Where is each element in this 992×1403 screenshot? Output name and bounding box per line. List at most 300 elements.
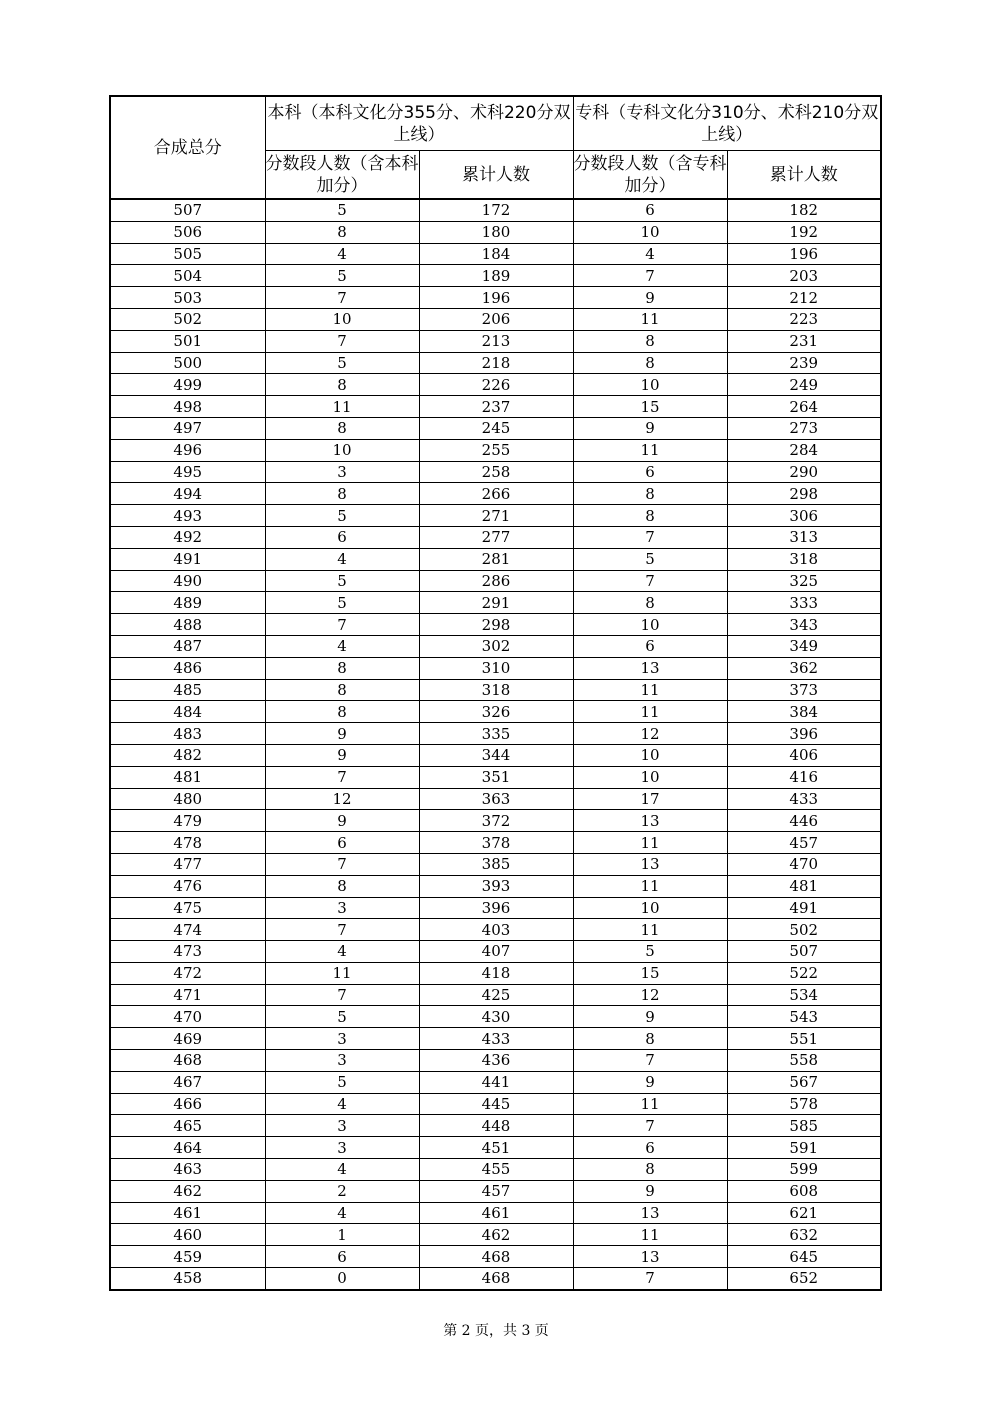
score-cell: 472 [110, 962, 265, 984]
score-cell: 505 [110, 243, 265, 265]
undergraduate-cumulative-cell: 310 [419, 657, 573, 679]
undergraduate-count-cell: 8 [265, 875, 419, 897]
table-row [110, 199, 881, 221]
junior-college-cumulative-cell: 632 [727, 1224, 881, 1246]
undergraduate-count-cell: 5 [265, 505, 419, 527]
table-row [110, 614, 881, 636]
score-cell: 474 [110, 919, 265, 941]
score-cell: 478 [110, 832, 265, 854]
junior-college-count-cell: 12 [573, 984, 727, 1006]
score-cell: 481 [110, 766, 265, 788]
table-row [110, 1115, 881, 1137]
undergraduate-cumulative-cell: 457 [419, 1180, 573, 1202]
table-row [110, 984, 881, 1006]
junior-college-count-cell: 6 [573, 635, 727, 657]
junior-college-count-cell: 11 [573, 439, 727, 461]
undergraduate-cumulative-cell: 302 [419, 635, 573, 657]
undergraduate-count-cell: 5 [265, 1071, 419, 1093]
undergraduate-cumulative-cell: 266 [419, 483, 573, 505]
undergraduate-cumulative-cell: 403 [419, 919, 573, 941]
table-row [110, 1159, 881, 1181]
undergraduate-cumulative-cell: 286 [419, 570, 573, 592]
junior-college-cumulative-cell: 306 [727, 505, 881, 527]
score-cell: 484 [110, 701, 265, 723]
table-row [110, 810, 881, 832]
score-cell: 496 [110, 439, 265, 461]
score-cell: 482 [110, 744, 265, 766]
score-cell: 462 [110, 1180, 265, 1202]
undergraduate-count-cell: 8 [265, 701, 419, 723]
undergraduate-count-cell: 6 [265, 1246, 419, 1268]
score-cell: 503 [110, 287, 265, 309]
table-row [110, 461, 881, 483]
undergraduate-count-cell: 3 [265, 1115, 419, 1137]
undergraduate-cumulative-cell: 461 [419, 1202, 573, 1224]
junior-college-count-cell: 11 [573, 679, 727, 701]
table-row [110, 1137, 881, 1159]
junior-college-cumulative-cell: 502 [727, 919, 881, 941]
score-cell: 464 [110, 1137, 265, 1159]
table-row [110, 832, 881, 854]
score-cell: 467 [110, 1071, 265, 1093]
undergraduate-cumulative-cell: 335 [419, 723, 573, 745]
junior-college-cumulative-cell: 567 [727, 1071, 881, 1093]
score-cell: 463 [110, 1159, 265, 1181]
table-row [110, 723, 881, 745]
junior-college-cumulative-cell: 534 [727, 984, 881, 1006]
table-body [110, 199, 881, 1290]
junior-college-count-cell: 11 [573, 308, 727, 330]
undergraduate-cumulative-cell: 425 [419, 984, 573, 1006]
score-cell: 461 [110, 1202, 265, 1224]
undergraduate-count-cell: 7 [265, 614, 419, 636]
junior-college-count-cell: 10 [573, 744, 727, 766]
score-cell: 458 [110, 1268, 265, 1290]
table-row [110, 330, 881, 352]
undergraduate-count-cell: 10 [265, 439, 419, 461]
junior-college-count-cell: 10 [573, 374, 727, 396]
junior-college-count-cell: 10 [573, 766, 727, 788]
table-row [110, 853, 881, 875]
undergraduate-cumulative-cell: 281 [419, 548, 573, 570]
table-row [110, 1224, 881, 1246]
score-cell: 490 [110, 570, 265, 592]
score-cell: 498 [110, 396, 265, 418]
junior-college-count-cell: 7 [573, 1115, 727, 1137]
score-cell: 502 [110, 308, 265, 330]
junior-college-count-cell: 9 [573, 287, 727, 309]
table-row [110, 657, 881, 679]
junior-college-cumulative-cell: 396 [727, 723, 881, 745]
junior-college-count-cell: 11 [573, 875, 727, 897]
table-row [110, 1050, 881, 1072]
junior-college-cumulative-cell: 196 [727, 243, 881, 265]
undergraduate-count-cell: 12 [265, 788, 419, 810]
junior-college-cumulative-cell: 481 [727, 875, 881, 897]
undergraduate-cumulative-cell: 226 [419, 374, 573, 396]
table-row [110, 265, 881, 287]
junior-college-cumulative-cell: 558 [727, 1050, 881, 1072]
undergraduate-count-cell: 7 [265, 766, 419, 788]
junior-college-count-cell: 8 [573, 1159, 727, 1181]
undergraduate-count-cell: 3 [265, 461, 419, 483]
undergraduate-cumulative-cell: 378 [419, 832, 573, 854]
junior-college-count-cell: 7 [573, 265, 727, 287]
undergraduate-cumulative-cell: 363 [419, 788, 573, 810]
undergraduate-count-cell: 7 [265, 287, 419, 309]
junior-college-cumulative-cell: 333 [727, 592, 881, 614]
score-cell: 468 [110, 1050, 265, 1072]
junior-college-cumulative-cell: 578 [727, 1093, 881, 1115]
score-cell: 507 [110, 199, 265, 221]
score-cell: 491 [110, 548, 265, 570]
table-row [110, 1093, 881, 1115]
junior-college-count-cell: 10 [573, 614, 727, 636]
undergraduate-count-cell: 11 [265, 396, 419, 418]
table-header [110, 96, 881, 199]
junior-college-cumulative-cell: 446 [727, 810, 881, 832]
junior-college-count-cell: 4 [573, 243, 727, 265]
junior-college-cumulative-cell: 543 [727, 1006, 881, 1028]
undergraduate-count-cell: 4 [265, 941, 419, 963]
score-cell: 483 [110, 723, 265, 745]
undergraduate-cumulative-cell: 445 [419, 1093, 573, 1115]
score-cell: 501 [110, 330, 265, 352]
junior-college-count-cell: 7 [573, 570, 727, 592]
junior-college-cumulative-cell: 373 [727, 679, 881, 701]
undergraduate-cumulative-cell: 351 [419, 766, 573, 788]
score-cell: 475 [110, 897, 265, 919]
junior-college-group-header: 专科（专科文化分310分、术科210分双上线） [573, 96, 881, 151]
table-row [110, 744, 881, 766]
score-distribution-table [109, 95, 882, 1291]
junior-college-cumulative-cell: 290 [727, 461, 881, 483]
junior-college-count-cell: 13 [573, 657, 727, 679]
undergraduate-cumulative-cell: 344 [419, 744, 573, 766]
undergraduate-count-cell: 4 [265, 243, 419, 265]
undergraduate-cumulative-cell: 451 [419, 1137, 573, 1159]
score-cell: 479 [110, 810, 265, 832]
undergraduate-count-cell: 4 [265, 1093, 419, 1115]
score-cell: 506 [110, 221, 265, 243]
undergraduate-count-cell: 6 [265, 526, 419, 548]
table-row [110, 352, 881, 374]
junior-college-cumulative-cell: 318 [727, 548, 881, 570]
table-row [110, 548, 881, 570]
score-cell: 500 [110, 352, 265, 374]
undergraduate-count-cell: 5 [265, 199, 419, 221]
score-cell: 489 [110, 592, 265, 614]
undergraduate-cumulative-cell: 189 [419, 265, 573, 287]
junior-college-count-cell: 11 [573, 1224, 727, 1246]
table-row [110, 570, 881, 592]
junior-college-cumulative-cell: 608 [727, 1180, 881, 1202]
table-row [110, 635, 881, 657]
undergraduate-cumulative-cell: 436 [419, 1050, 573, 1072]
junior-college-cumulative-cell: 343 [727, 614, 881, 636]
junior-college-cumulative-cell: 362 [727, 657, 881, 679]
junior-college-cumulative-cell: 652 [727, 1268, 881, 1290]
junior-college-cumulative-cell: 433 [727, 788, 881, 810]
junior-college-count-cell: 8 [573, 483, 727, 505]
junior-college-cumulative-cell: 212 [727, 287, 881, 309]
score-cell: 465 [110, 1115, 265, 1137]
score-cell: 485 [110, 679, 265, 701]
undergraduate-count-cell: 9 [265, 723, 419, 745]
undergraduate-count-cell: 3 [265, 1137, 419, 1159]
page-footer: 第 2 页，共 3 页 [443, 1323, 549, 1339]
table-row [110, 701, 881, 723]
undergraduate-count-cell: 10 [265, 308, 419, 330]
junior-college-count-cell: 15 [573, 962, 727, 984]
undergraduate-cumulative-cell: 407 [419, 941, 573, 963]
junior-college-count-cell: 5 [573, 941, 727, 963]
undergraduate-cumulative-cell: 462 [419, 1224, 573, 1246]
undergraduate-cumulative-cell: 277 [419, 526, 573, 548]
junior-college-count-cell: 6 [573, 461, 727, 483]
undergraduate-count-cell: 4 [265, 635, 419, 657]
undergraduate-count-cell: 4 [265, 1159, 419, 1181]
junior-college-cumulative-cell: 491 [727, 897, 881, 919]
undergraduate-count-cell: 0 [265, 1268, 419, 1290]
table-row [110, 374, 881, 396]
undergraduate-cumulative-cell: 245 [419, 417, 573, 439]
undergraduate-cumulative-cell: 433 [419, 1028, 573, 1050]
table-row [110, 941, 881, 963]
junior-college-count-cell: 8 [573, 352, 727, 374]
junior-college-cumulative-cell: 298 [727, 483, 881, 505]
junior-college-count-cell: 17 [573, 788, 727, 810]
table-row [110, 308, 881, 330]
undergraduate-cumulative-cell: 184 [419, 243, 573, 265]
junior-college-cumulative-cell: 313 [727, 526, 881, 548]
undergraduate-cumulative-cell: 455 [419, 1159, 573, 1181]
junior-college-cumulative-cell: 264 [727, 396, 881, 418]
junior-college-count-cell: 9 [573, 1006, 727, 1028]
table-row [110, 1006, 881, 1028]
undergraduate-cumulative-cell: 172 [419, 199, 573, 221]
table-row [110, 1180, 881, 1202]
undergraduate-cumulative-cell: 255 [419, 439, 573, 461]
junior-college-count-cell: 9 [573, 417, 727, 439]
score-cell: 486 [110, 657, 265, 679]
undergraduate-count-cell: 8 [265, 657, 419, 679]
junior-college-count-cell: 6 [573, 199, 727, 221]
undergraduate-count-cell: 5 [265, 265, 419, 287]
junior-college-count-cell: 11 [573, 701, 727, 723]
table-row [110, 788, 881, 810]
junior-college-cumulative-cell: 325 [727, 570, 881, 592]
table-row [110, 679, 881, 701]
score-cell: 493 [110, 505, 265, 527]
undergraduate-cumulative-cell: 206 [419, 308, 573, 330]
score-cell: 494 [110, 483, 265, 505]
undergraduate-count-cell: 9 [265, 810, 419, 832]
junior-college-count-cell: 9 [573, 1180, 727, 1202]
undergraduate-cumulative-cell: 385 [419, 853, 573, 875]
table-row [110, 287, 881, 309]
junior-college-cumulative-cell: 416 [727, 766, 881, 788]
junior-college-cumulative-cell: 645 [727, 1246, 881, 1268]
junior-college-cumulative-cell: 585 [727, 1115, 881, 1137]
undergraduate-cumulative-cell: 468 [419, 1268, 573, 1290]
junior-college-count-cell: 15 [573, 396, 727, 418]
junior-college-cumulative-cell: 273 [727, 417, 881, 439]
undergraduate-count-cell: 7 [265, 853, 419, 875]
undergraduate-count-cell: 9 [265, 744, 419, 766]
undergraduate-cumulative-cell: 213 [419, 330, 573, 352]
junior-college-count-cell: 10 [573, 221, 727, 243]
table-row [110, 526, 881, 548]
undergraduate-count-cell: 7 [265, 330, 419, 352]
junior-college-cumulative-cell: 551 [727, 1028, 881, 1050]
junior-college-count-cell: 13 [573, 1202, 727, 1224]
junior-college-cumulative-cell: 223 [727, 308, 881, 330]
junior-college-cumulative-cell: 591 [727, 1137, 881, 1159]
score-cell: 492 [110, 526, 265, 548]
score-cell: 469 [110, 1028, 265, 1050]
junior-college-count-cell: 12 [573, 723, 727, 745]
junior-college-count-cell: 9 [573, 1071, 727, 1093]
table-row [110, 1268, 881, 1290]
table-row [110, 396, 881, 418]
table-row [110, 919, 881, 941]
undergraduate-count-cell: 8 [265, 679, 419, 701]
undergraduate-count-header: 分数段人数（含本科加分） [265, 151, 419, 200]
junior-college-cumulative-header: 累计人数 [727, 151, 881, 200]
undergraduate-count-cell: 8 [265, 374, 419, 396]
undergraduate-count-cell: 1 [265, 1224, 419, 1246]
table-row [110, 592, 881, 614]
undergraduate-count-cell: 4 [265, 1202, 419, 1224]
junior-college-cumulative-cell: 522 [727, 962, 881, 984]
score-cell: 466 [110, 1093, 265, 1115]
undergraduate-cumulative-cell: 396 [419, 897, 573, 919]
table-row [110, 221, 881, 243]
undergraduate-cumulative-header: 累计人数 [419, 151, 573, 200]
undergraduate-count-cell: 5 [265, 570, 419, 592]
table-row [110, 1028, 881, 1050]
junior-college-cumulative-cell: 249 [727, 374, 881, 396]
score-cell: 473 [110, 941, 265, 963]
undergraduate-cumulative-cell: 468 [419, 1246, 573, 1268]
undergraduate-cumulative-cell: 430 [419, 1006, 573, 1028]
junior-college-count-cell: 5 [573, 548, 727, 570]
score-cell: 480 [110, 788, 265, 810]
table-row [110, 1246, 881, 1268]
junior-college-cumulative-cell: 349 [727, 635, 881, 657]
undergraduate-cumulative-cell: 372 [419, 810, 573, 832]
undergraduate-cumulative-cell: 318 [419, 679, 573, 701]
score-cell: 504 [110, 265, 265, 287]
junior-college-cumulative-cell: 284 [727, 439, 881, 461]
table-row [110, 1071, 881, 1093]
junior-college-cumulative-cell: 406 [727, 744, 881, 766]
undergraduate-group-header: 本科（本科文化分355分、术科220分双上线） [265, 96, 573, 151]
table-row [110, 439, 881, 461]
score-cell: 476 [110, 875, 265, 897]
junior-college-count-cell: 8 [573, 505, 727, 527]
score-cell: 471 [110, 984, 265, 1006]
junior-college-cumulative-cell: 239 [727, 352, 881, 374]
junior-college-count-header: 分数段人数（含专科加分） [573, 151, 727, 200]
junior-college-cumulative-cell: 599 [727, 1159, 881, 1181]
undergraduate-cumulative-cell: 237 [419, 396, 573, 418]
score-cell: 459 [110, 1246, 265, 1268]
undergraduate-cumulative-cell: 448 [419, 1115, 573, 1137]
junior-college-count-cell: 11 [573, 832, 727, 854]
junior-college-count-cell: 10 [573, 897, 727, 919]
score-cell: 487 [110, 635, 265, 657]
junior-college-count-cell: 11 [573, 1093, 727, 1115]
undergraduate-count-cell: 8 [265, 417, 419, 439]
undergraduate-cumulative-cell: 291 [419, 592, 573, 614]
table-row [110, 1202, 881, 1224]
score-cell: 470 [110, 1006, 265, 1028]
undergraduate-count-cell: 3 [265, 897, 419, 919]
score-cell: 497 [110, 417, 265, 439]
undergraduate-cumulative-cell: 418 [419, 962, 573, 984]
junior-college-cumulative-cell: 384 [727, 701, 881, 723]
junior-college-count-cell: 7 [573, 1268, 727, 1290]
undergraduate-count-cell: 5 [265, 1006, 419, 1028]
undergraduate-count-cell: 6 [265, 832, 419, 854]
undergraduate-count-cell: 3 [265, 1050, 419, 1072]
junior-college-count-cell: 8 [573, 1028, 727, 1050]
undergraduate-cumulative-cell: 326 [419, 701, 573, 723]
table-row [110, 766, 881, 788]
undergraduate-count-cell: 3 [265, 1028, 419, 1050]
table-row [110, 505, 881, 527]
junior-college-cumulative-cell: 182 [727, 199, 881, 221]
junior-college-count-cell: 13 [573, 810, 727, 832]
undergraduate-count-cell: 7 [265, 984, 419, 1006]
table-row [110, 897, 881, 919]
junior-college-count-cell: 11 [573, 919, 727, 941]
score-cell: 495 [110, 461, 265, 483]
undergraduate-cumulative-cell: 298 [419, 614, 573, 636]
score-cell: 499 [110, 374, 265, 396]
junior-college-cumulative-cell: 470 [727, 853, 881, 875]
undergraduate-count-cell: 8 [265, 483, 419, 505]
score-cell: 460 [110, 1224, 265, 1246]
undergraduate-cumulative-cell: 258 [419, 461, 573, 483]
junior-college-cumulative-cell: 457 [727, 832, 881, 854]
undergraduate-cumulative-cell: 271 [419, 505, 573, 527]
junior-college-count-cell: 6 [573, 1137, 727, 1159]
undergraduate-cumulative-cell: 218 [419, 352, 573, 374]
junior-college-count-cell: 13 [573, 853, 727, 875]
table-row [110, 243, 881, 265]
score-cell: 488 [110, 614, 265, 636]
undergraduate-cumulative-cell: 441 [419, 1071, 573, 1093]
score-column-header: 合成总分 [110, 96, 265, 199]
junior-college-cumulative-cell: 192 [727, 221, 881, 243]
undergraduate-count-cell: 4 [265, 548, 419, 570]
junior-college-count-cell: 8 [573, 330, 727, 352]
junior-college-cumulative-cell: 621 [727, 1202, 881, 1224]
junior-college-cumulative-cell: 231 [727, 330, 881, 352]
score-cell: 477 [110, 853, 265, 875]
junior-college-cumulative-cell: 203 [727, 265, 881, 287]
undergraduate-cumulative-cell: 393 [419, 875, 573, 897]
undergraduate-count-cell: 2 [265, 1180, 419, 1202]
junior-college-count-cell: 8 [573, 592, 727, 614]
junior-college-count-cell: 7 [573, 1050, 727, 1072]
table-row [110, 962, 881, 984]
undergraduate-cumulative-cell: 180 [419, 221, 573, 243]
undergraduate-count-cell: 11 [265, 962, 419, 984]
